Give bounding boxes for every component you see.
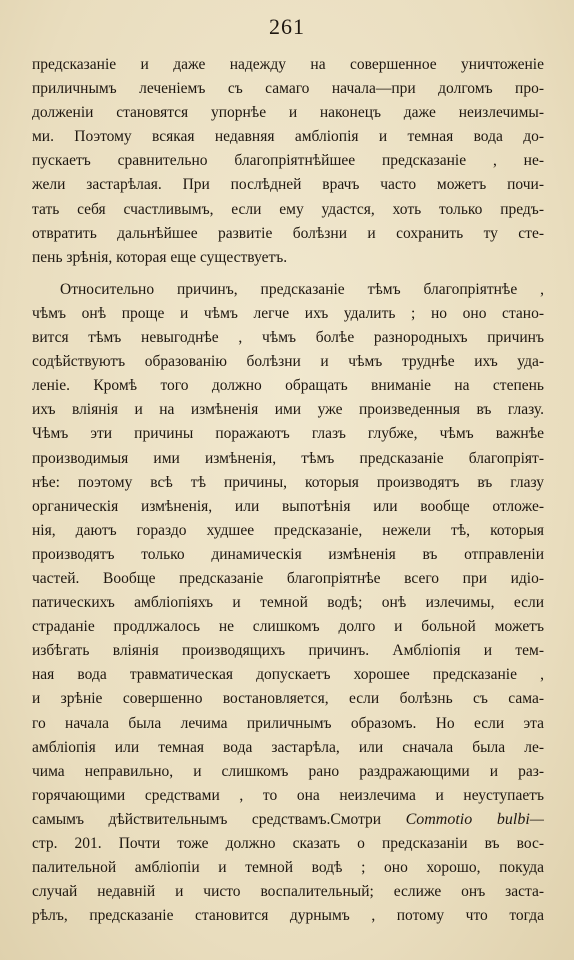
text-line: ная вода травматическая допускаетъ хорошее предсказаніе , [32,666,544,684]
text-line: чима неправильно, и слишкомъ рано раздражающими и раз- [32,762,544,780]
text-line: нія, даютъ гораздо худшее предсказаніе, нежели тѣ, которыя [32,521,544,539]
text-line: пень зрѣнія, которая еще существуетъ. [32,248,288,266]
text-line: леніе. Кромѣ того должно обращать вниманіе на степень [32,377,544,395]
paragraph-gap [32,270,544,278]
text-line: частей. Вообще предсказаніе благопріятнѣе всего при идіо- [32,569,544,587]
text-line: палительной амблiопіи и темной водѣ ; оно хорошо, покуда [32,859,544,877]
text-line: ихъ вліянія и на измѣненія ими уже произведенныя въ глазу. [32,401,544,419]
text-line: органическія измѣненія, или выпотѣнія или вообще отложе- [32,497,544,515]
text-line: нѣе: поэтому всѣ тѣ причины, которыя производятъ въ глазу [32,473,544,491]
text-line: Относительно причинъ, предсказаніе тѣмъ благопріятнѣе , [60,280,544,298]
text-line: случай недавній и чисто воспалительный; еслиже онъ заста- [32,883,544,901]
text-line: патическихъ амблiопіяхъ и темной водѣ; онѣ излечимы, если [32,594,544,612]
text-line: амблiопія или темная вода застарѣла, или сначала была ле- [32,738,544,756]
text-line: долженіи становятся упорнѣе и наконецъ даже неизлечимы- [32,104,544,122]
body-text [32,53,544,928]
text-line: предсказаніе и даже надежду на совершенное уничтоженіе [32,56,544,73]
text-line: производимыя ими измѣненія, тѣмъ предсказаніе благопріят- [32,449,544,467]
text-line: ми. Поэтому всякая недавняя амблiопія и темная вода до- [32,128,544,146]
text-line: чѣмъ онѣ проще и чѣмъ легче ихъ удалить ; но оно стано- [32,304,544,322]
text-line: Чѣмъ эти причины поражаютъ глазъ глубже, чѣмъ важнѣе [32,425,544,443]
text-line: вится тѣмъ невыгоднѣе , чѣмъ болѣе разнородныхъ причинъ [32,329,544,347]
text-line: избѣгать вліянія производящихъ причинъ. Амблiопія и тем- [32,642,544,660]
text-line: и зрѣніе совершенно востановляется, если болѣзнь съ сама- [32,690,544,708]
text-line: отвратить дальнѣйшее развитіе болѣзни и сохранить ту сте- [32,224,544,242]
text-line: жели застарѣлая. При послѣдней врачъ часто можетъ почи- [32,176,544,194]
text-line: страданіе продлжалось не слишкомъ долго и больной можетъ [32,618,544,636]
latin-term: Commotio bulbi— [405,810,544,828]
text-line-start: самымъ дѣйствительнымъ средствамъ.Смотри [32,810,382,828]
text-line: тать себя счастливымъ, если ему удастся, хоть только предъ- [32,200,544,218]
text-line: рѣлъ, предсказаніе становится дурнымъ , потому что тогда [32,907,544,925]
text-line: стр. 201. Почти тоже должно сказать о предсказаніи въ вос- [32,835,544,852]
text-line: содѣйствуютъ образованію болѣзни и чѣмъ труднѣе ихъ уда- [32,353,544,371]
text-line: пускаетъ сравнительно благопріятнѣйшее предсказаніе , не- [32,152,544,170]
text-line: горячающими средствами , то она неизлечима и неуступаетъ [32,786,544,804]
text-line-with-term [32,808,544,832]
text-line: производятъ только динамическія измѣненія въ отправленіи [32,545,544,563]
text-line: приличнымъ леченіемъ съ самаго начала—при долгомъ про- [32,80,544,98]
text-line: го начала была лечима приличнымъ образомъ. Но если эта [32,714,544,732]
page-number: 261 [269,14,305,39]
